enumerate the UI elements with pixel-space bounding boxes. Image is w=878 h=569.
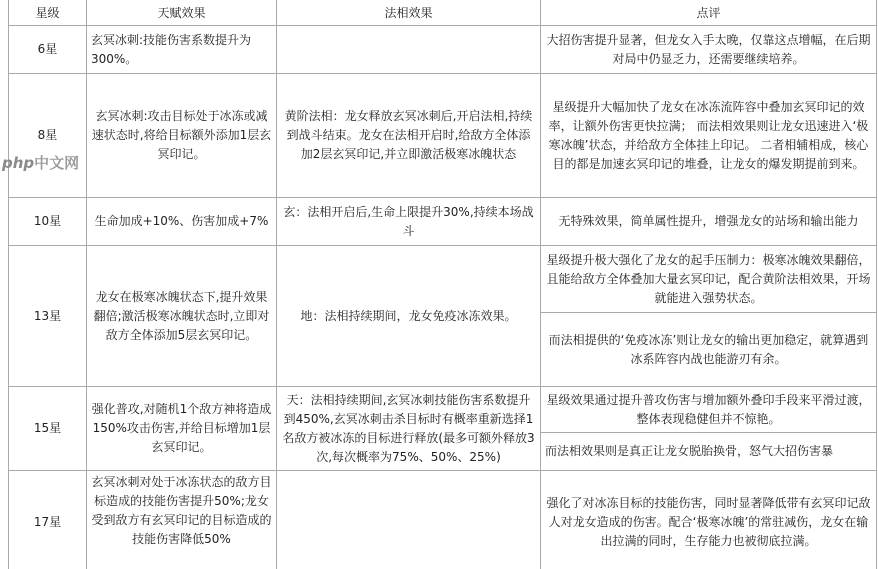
faxiang-cell: 黄阶法相：龙女释放玄冥冰刺后,开启法相,持续到战斗结束。龙女在法相开启时,给敌方全体添加2层玄冥印记,并立即激活极寒冰魄状态 <box>277 74 541 198</box>
faxiang-cell: 地：法相持续期间，龙女免疫冰冻效果。 <box>277 246 541 387</box>
review-cell: 大招伤害提升显著，但龙女入手太晚，仅靠这点增幅，在后期对局中仍显乏力，还需要继续培养。 <box>541 26 877 74</box>
faxiang-cell: 天：法相持续期间,玄冥冰刺技能伤害系数提升到450%,玄冥冰刺击杀目标时有概率重新选择1名敌方被冰冻的目标进行释放(最多可额外释放3次,每次概率为75%、50%、25%) <box>277 387 541 471</box>
table-row <box>9 74 877 198</box>
faxiang-cell <box>277 26 541 74</box>
star-cell: 15星 <box>9 387 87 471</box>
faxiang-cell: 玄：法相开启后,生命上限提升30%,持续本场战斗 <box>277 198 541 246</box>
star-cell: 13星 <box>9 246 87 387</box>
talent-cell: 玄冥冰刺:技能伤害系数提升为300%。 <box>87 26 277 74</box>
talent-cell: 玄冥冰刺:攻击目标处于冰冻或减速状态时,将给目标额外添加1层玄冥印记。 <box>87 74 277 198</box>
table-row <box>9 387 877 433</box>
talent-cell: 龙女在极寒冰魄状态下,提升效果翻倍;激活极寒冰魄状态时,立即对敌方全体添加5层玄冥印记。 <box>87 246 277 387</box>
header-faxiang: 法相效果 <box>277 0 541 26</box>
watermark-cn: 中文网 <box>34 154 80 172</box>
header-row <box>9 0 877 26</box>
talent-cell: 生命加成+10%、伤害加成+7% <box>87 198 277 246</box>
review-cell: 无特殊效果，简单属性提升，增强龙女的站场和输出能力 <box>541 198 877 246</box>
table-row <box>9 246 877 313</box>
review-cell: 强化了对冰冻目标的技能伤害，同时显著降低带有玄冥印记敌人对龙女造成的伤害。配合‘极寒冰魄’的常驻减伤，龙女在输出拉满的同时，生存能力也被彻底拉满。 <box>541 471 877 569</box>
star-cell: 6星 <box>9 26 87 74</box>
faxiang-cell <box>277 471 541 569</box>
review-cell: 星级提升极大强化了龙女的起手压制力：极寒冰魄效果翻倍，且能给敌方全体叠加大量玄冥印记，配合黄阶法相效果，开场就能进入强势状态。 <box>541 246 877 313</box>
watermark-php: php <box>2 154 35 172</box>
review-cell: 星级效果通过提升普攻伤害与增加额外叠印手段来平滑过渡，整体表现稳健但并不惊艳。 <box>541 387 877 433</box>
star-cell: 10星 <box>9 198 87 246</box>
star-cell: 8星 <box>9 74 87 198</box>
talent-cell: 玄冥冰刺对处于冰冻状态的敌方目标造成的技能伤害提升50%;龙女受到敌方有玄冥印记的目标造成的技能伤害降低50% <box>87 471 277 569</box>
review-cell: 而法相提供的‘免疫冰冻’则让龙女的输出更加稳定，就算遇到冰系阵容内战也能游刃有余。 <box>541 313 877 387</box>
header-star: 星级 <box>9 0 87 26</box>
table-row <box>9 471 877 569</box>
watermark-logo <box>2 152 79 173</box>
table-row <box>9 198 877 246</box>
review-cell: 星级提升大幅加快了龙女在冰冻流阵容中叠加玄冥印记的效率，让额外伤害更快拉满； 而法相效果则让龙女迅速进入‘极寒冰魄’状态，并给敌方全体挂上印记。 二者相辅相成，核心目的都是加速玄冥印记的堆叠，让龙女的爆发期提前到来。 <box>541 74 877 198</box>
review-cell: 而法相效果则是真正让龙女脱胎换骨，怒气大招伤害暴 <box>541 433 877 471</box>
talent-cell: 强化普攻,对随机1个敌方神将造成150%攻击伤害,并给目标增加1层玄冥印记。 <box>87 387 277 471</box>
header-talent: 天赋效果 <box>87 0 277 26</box>
star-cell: 17星 <box>9 471 87 569</box>
table-row <box>9 26 877 74</box>
star-table <box>8 0 877 569</box>
header-review: 点评 <box>541 0 877 26</box>
